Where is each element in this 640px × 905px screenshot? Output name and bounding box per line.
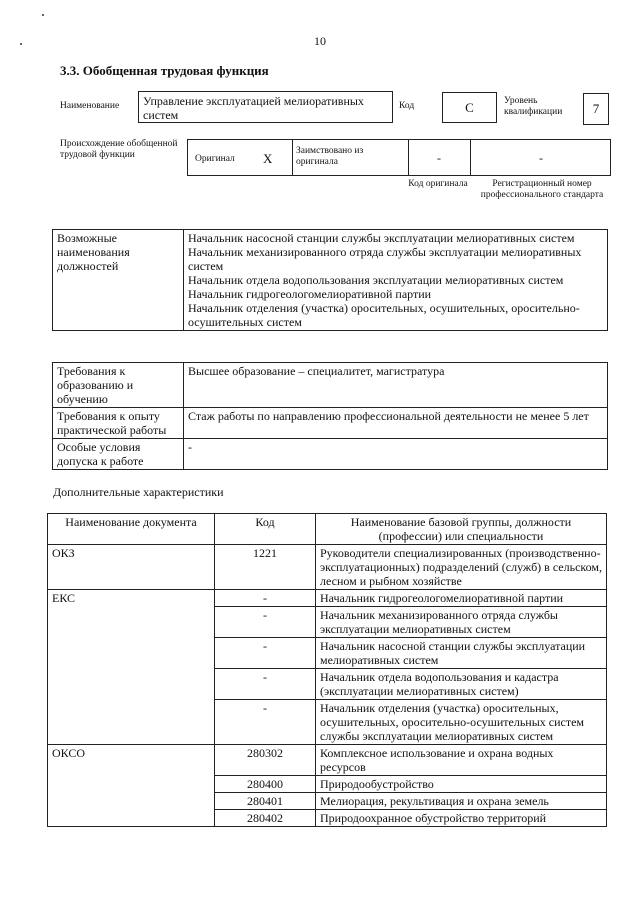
- extra-title: Дополнительные характеристики: [53, 485, 224, 499]
- naim-value: Управление эксплуатацией мелиоративных систем: [143, 94, 364, 122]
- row-name: Начальник отделения (участка) оросительных, осушительных, оросительно-осушительных систем службы эксплуатации мелиоративных систем: [316, 700, 607, 745]
- scan-speck: [42, 14, 44, 16]
- kod-value: С: [442, 92, 497, 123]
- divider: [292, 140, 293, 175]
- row-code: 1221: [215, 545, 316, 590]
- extra-table: [47, 513, 607, 827]
- row-name: Начальник гидрогеологомелиоративной партии: [316, 590, 607, 607]
- req-label: Особые условия допуска к работе: [53, 439, 184, 470]
- kod-label: Код: [399, 101, 415, 111]
- reg-num-label: Регистрационный номер профессионального стандарта: [480, 179, 604, 200]
- row-code: 280401: [215, 793, 316, 810]
- section-title: 3.3. Обобщенная трудовая функция: [60, 63, 269, 78]
- positions-label: Возможные наименования должностей: [53, 230, 184, 331]
- row-code: -: [215, 669, 316, 700]
- page-number: 10: [314, 34, 326, 48]
- row-name: Природообустройство: [316, 776, 607, 793]
- row-doc: ОКСО: [48, 745, 215, 827]
- row-name: Комплексное использование и охрана водных ресурсов: [316, 745, 607, 776]
- row-doc: ОКЗ: [48, 545, 215, 590]
- header-name: Наименование базовой группы, должности (профессии) или специальности: [316, 514, 607, 545]
- kod-orig-value: -: [437, 151, 441, 165]
- position-item: Начальник механизированного отряда службы эксплуатации мелиоративных систем: [188, 245, 582, 273]
- positions-table: [52, 229, 608, 331]
- position-item: Начальник отделения (участка) оросительных, осушительных, оросительно-осушительных систем: [188, 301, 580, 329]
- requirements-table: [52, 362, 608, 470]
- row-name: Начальник отдела водопользования и кадастра (эксплуатации мелиоративных систем): [316, 669, 607, 700]
- row-name: Руководители специализированных (производственно-эксплуатационных) подразделений (служб) в сельском, лесном и рыбном хозяйстве: [316, 545, 607, 590]
- row-name: Начальник насосной станции службы эксплуатации мелиоративных систем: [316, 638, 607, 669]
- row-code: 280400: [215, 776, 316, 793]
- kod-orig-label: Код оригинала: [408, 179, 468, 189]
- naim-value-box: [138, 91, 393, 123]
- row-code: -: [215, 638, 316, 669]
- position-item: Начальник гидрогеологомелиоративной партии: [188, 287, 432, 301]
- row-name: Мелиорация, рекультивация и охрана земель: [316, 793, 607, 810]
- origin-label: Происхождение обобщенной трудовой функции: [60, 139, 178, 160]
- level-label: Уровень квалификации: [504, 96, 563, 117]
- req-value: -: [184, 439, 608, 470]
- req-label: Требования к образованию и обучению: [53, 363, 184, 408]
- row-code: 280302: [215, 745, 316, 776]
- level-value: 7: [583, 93, 609, 125]
- position-item: Начальник отдела водопользования эксплуатации мелиоративных систем: [188, 273, 564, 287]
- borrowed-label: Заимствовано из оригинала: [296, 146, 364, 167]
- header-doc: Наименование документа: [48, 514, 215, 545]
- positions-list: [184, 230, 608, 331]
- position-item: Начальник насосной станции службы эксплуатации мелиоративных систем: [188, 231, 575, 245]
- naim-label: Наименование: [60, 101, 120, 111]
- reg-num-value: -: [539, 151, 543, 165]
- req-value: Стаж работы по направлению профессиональной деятельности не менее 5 лет: [184, 408, 608, 439]
- original-mark: X: [263, 151, 273, 166]
- row-name: Природоохранное обустройство территорий: [316, 810, 607, 827]
- row-name: Начальник механизированного отряда службы эксплуатации мелиоративных систем: [316, 607, 607, 638]
- row-doc: ЕКС: [48, 590, 215, 745]
- row-code: -: [215, 607, 316, 638]
- row-code: -: [215, 590, 316, 607]
- row-code: 280402: [215, 810, 316, 827]
- header-code: Код: [215, 514, 316, 545]
- req-label: Требования к опыту практической работы: [53, 408, 184, 439]
- origin-box: [187, 139, 611, 176]
- row-code: -: [215, 700, 316, 745]
- req-value: Высшее образование – специалитет, магистратура: [184, 363, 608, 408]
- original-label: Оригинал: [195, 154, 235, 164]
